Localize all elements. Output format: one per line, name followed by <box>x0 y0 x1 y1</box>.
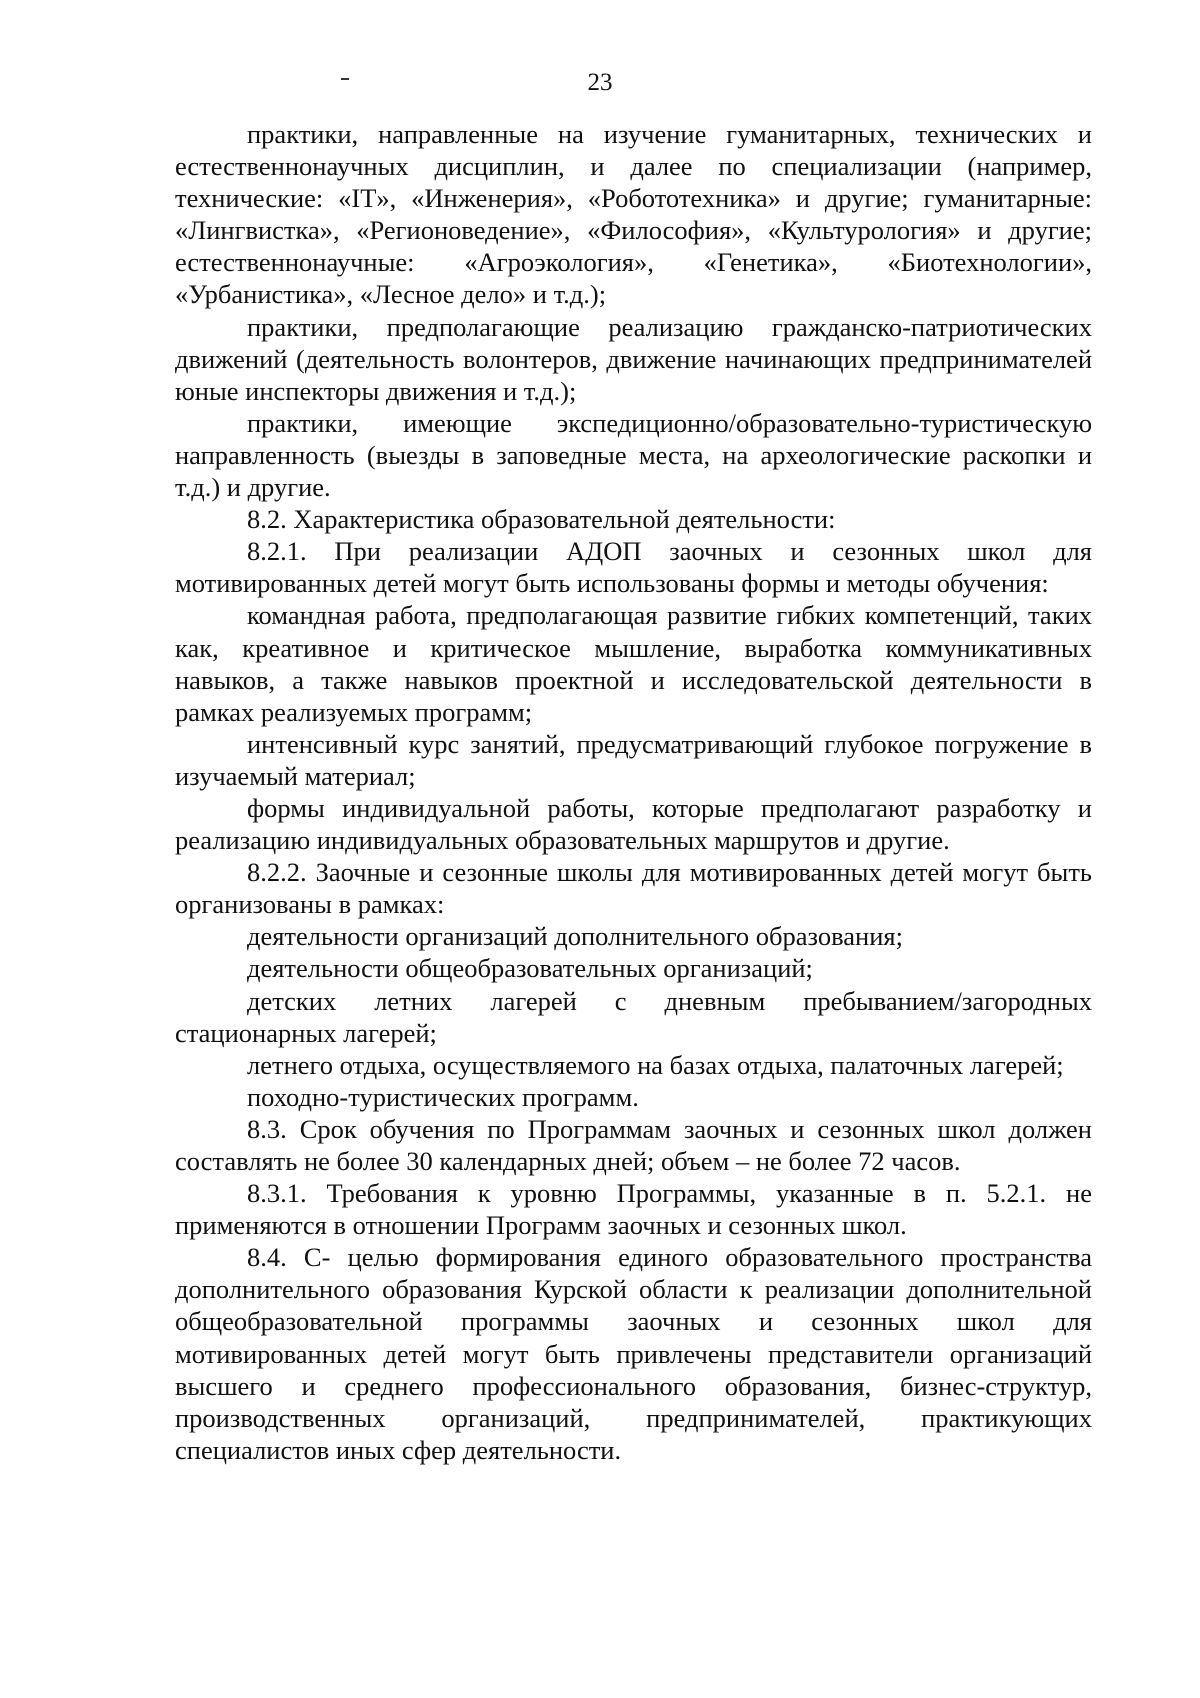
document-body <box>175 118 1092 1466</box>
list-item-additional-education: деятельности организаций дополнительного образования; <box>247 921 903 952</box>
section-8-2-2: 8.2.2. Заочные и сезонные школы для мотивированных детей могут быть организованы в рамках: <box>175 857 1092 920</box>
list-item-summer-rest: летнего отдыха, осуществляемого на базах отдыха, палаточных лагерей; <box>247 1049 1064 1080</box>
section-8-3-1: 8.3.1. Требования к уровню Программы, указанные в п. 5.2.1. не применяются в отношении Программ заочных и сезонных школ. <box>175 1178 1092 1241</box>
list-item-hiking-programs: походно-туристических программ. <box>247 1081 639 1112</box>
section-8-4: 8.4. С- целью формирования единого образовательного пространства дополнительного образования Курской области к реализации дополнительной общеобразовательной программы заочных и сезонных школ для мотивированных детей могут быть привлечены представители организаций высшего и среднего профессионального образования, бизнес-структур, производственных организаций, предпринимателей, практикующих специалистов иных сфер деятельности. <box>175 1242 1092 1465</box>
paragraph-practices-disciplines: практики, направленные на изучение гуманитарных, технических и естественнонаучных дисциплин, и далее по специализации (например, технические: «IT», «Инженерия», «Робототехника» и другие; гуманитарные: «Лингвистка», «Регионоведение», «Философия», «Культурология» и другие; естественнонаучные: «Агроэкология», «Генетика», «Биотехнологии», «Урбанистика», «Лесное дело» и т.д.); <box>175 119 1092 310</box>
page-number: 23 <box>587 69 613 96</box>
section-8-3: 8.3. Срок обучения по Программам заочных и сезонных школ должен составлять не более 30 календарных дней; объем – не более 72 часов. <box>175 1113 1092 1176</box>
paragraph-practices-civic: практики, предполагающие реализацию гражданско-патриотических движений (деятельность волонтеров, движение начинающих предпринимателей юные инспекторы движения и т.д.); <box>175 311 1092 406</box>
section-8-2-heading: 8.2. Характеристика образовательной деятельности: <box>247 504 836 535</box>
section-8-2-1: 8.2.1. При реализации АДОП заочных и сезонных школ для мотивированных детей могут быть использованы формы и методы обучения: <box>175 536 1092 599</box>
list-item-intensive-course: интенсивный курс занятий, предусматривающий глубокое погружение в изучаемый материал; <box>175 728 1092 791</box>
list-item-summer-camps: детских летних лагерей с дневным пребыванием/загородных стационарных лагерей; <box>175 985 1092 1048</box>
paragraph-practices-expedition: практики, имеющие экспедиционно/образовательно-туристическую направленность (выезды в заповедные места, на археологические раскопки и т.д.) и другие. <box>175 407 1092 503</box>
list-item-individual-work: формы индивидуальной работы, которые предполагают разработку и реализацию индивидуальных образовательных маршрутов и другие. <box>175 792 1092 856</box>
list-item-team-work: командная работа, предполагающая развитие гибких компетенций, таких как, креативное и критическое мышление, выработка коммуникативных навыков, а также навыков проектной и исследовательской деятельности в рамках реализуемых программ; <box>175 600 1092 727</box>
list-item-general-education: деятельности общеобразовательных организаций; <box>247 953 813 984</box>
